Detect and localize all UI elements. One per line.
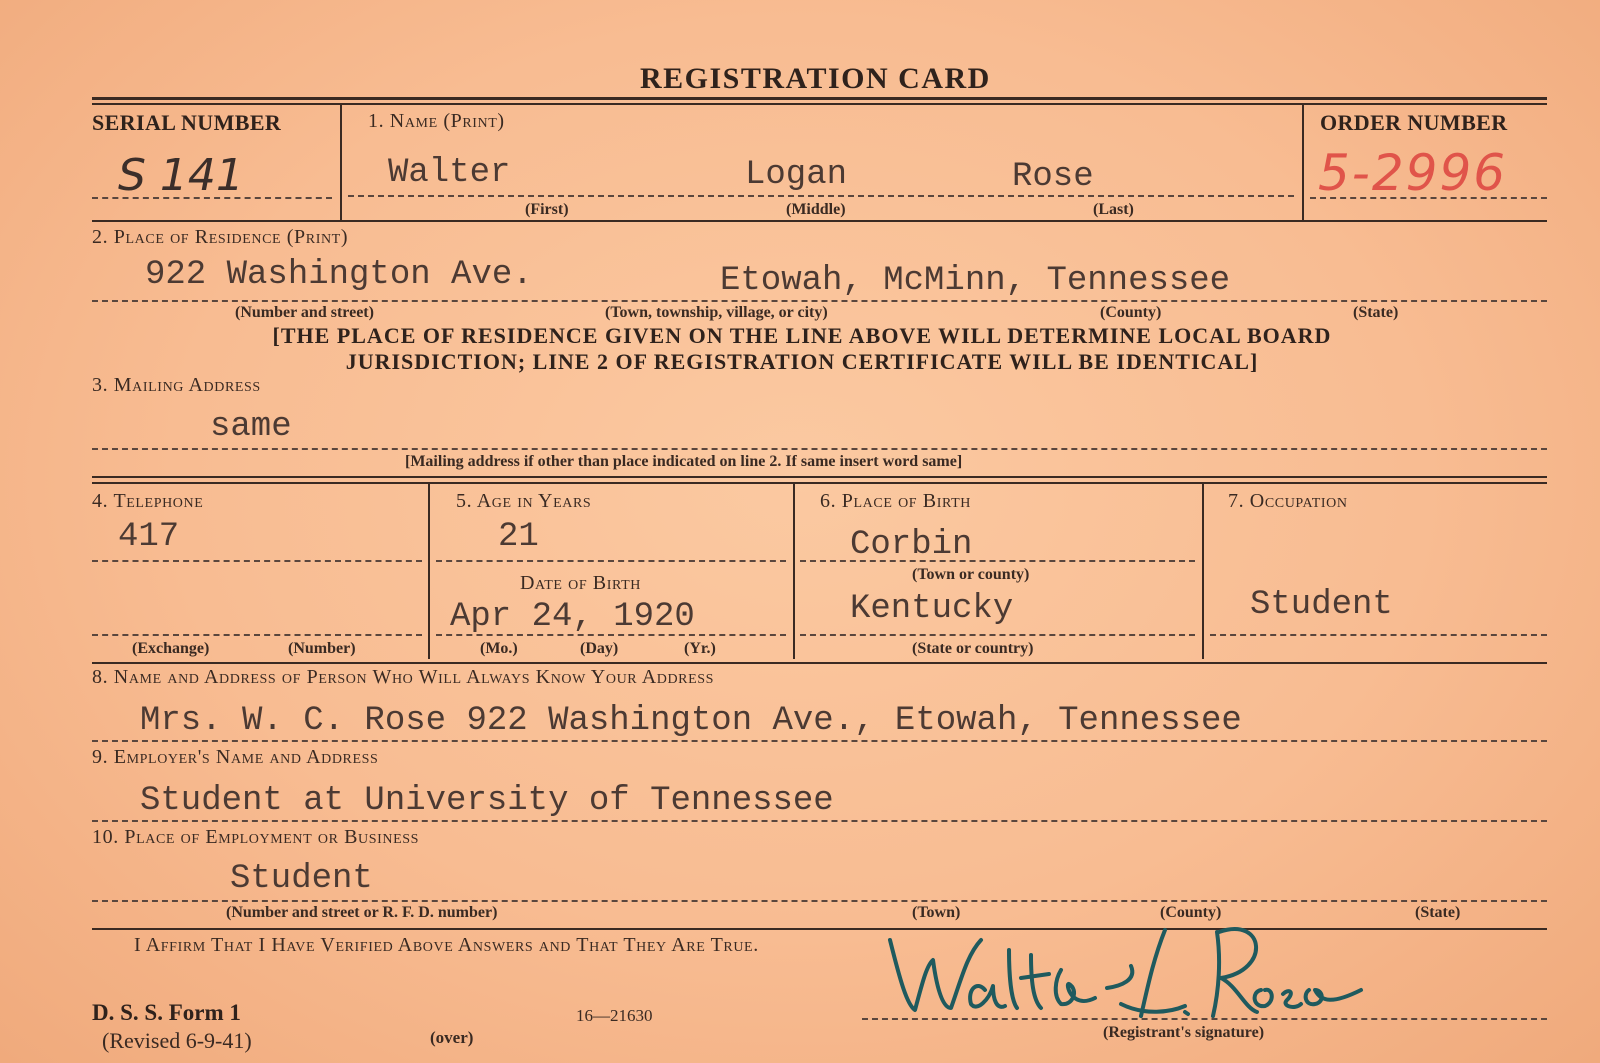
telephone-label: 4. Telephone: [92, 490, 204, 512]
mailing-note: [Mailing address if other than place indicated on line 2. If same insert word same]: [405, 453, 963, 470]
age-value: 21: [498, 518, 539, 556]
employer-line: [92, 820, 1547, 822]
last-sub: (Last): [1093, 201, 1134, 218]
employer-value: Student at University of Tennessee: [140, 782, 834, 820]
dob-label: Date of Birth: [520, 572, 641, 594]
order-number-label: ORDER NUMBER: [1320, 110, 1508, 135]
mailing-label: 3. Mailing Address: [92, 374, 261, 396]
top-rule: [92, 97, 1547, 100]
first-name-value: Walter: [388, 154, 511, 192]
residence-line: [92, 300, 1547, 302]
over-note: (over): [430, 1028, 474, 1047]
row-rule: [92, 662, 1547, 664]
age-line: [436, 560, 786, 562]
state-sub: (State or country): [912, 640, 1034, 657]
number-sub: (Number): [288, 640, 356, 657]
dob-value: Apr 24, 1920: [450, 598, 695, 636]
occupation-value: Student: [1250, 586, 1393, 624]
emp-sub-state: (State): [1415, 904, 1461, 921]
birth-state-line: [800, 634, 1195, 636]
emp-sub-street: (Number and street or R. F. D. number): [226, 904, 498, 921]
divider: [1202, 484, 1204, 659]
residence-label: 2. Place of Residence (Print): [92, 226, 349, 248]
telephone-value: 417: [118, 518, 180, 556]
divider: [793, 484, 795, 659]
signature-sub: (Registrant's signature): [1103, 1024, 1265, 1041]
residence-city-value: Etowah, McMinn, Tennessee: [720, 262, 1231, 300]
serial-number-value: S 141: [118, 150, 244, 201]
employment-place-label: 10. Place of Employment or Business: [92, 826, 420, 848]
telephone-line: [92, 560, 422, 562]
yr-sub: (Yr.): [684, 640, 716, 657]
middle-sub: (Middle): [786, 201, 846, 218]
employer-label: 9. Employer's Name and Address: [92, 746, 379, 768]
notice-line-1: [THE PLACE OF RESIDENCE GIVEN ON THE LINE ABOVE WILL DETERMINE LOCAL BOARD: [272, 323, 1332, 348]
row-rule: [92, 220, 1547, 222]
emp-sub-county: (County): [1160, 904, 1222, 921]
order-number-value: 5-2996: [1318, 144, 1508, 202]
serial-number-label: SERIAL NUMBER: [92, 110, 282, 135]
registrant-signature: [885, 920, 1365, 1030]
order-line: [1310, 197, 1547, 199]
mailing-line: [92, 448, 1547, 450]
birth-town-value: Corbin: [850, 526, 973, 564]
divider: [340, 105, 342, 220]
occupation-label: 7. Occupation: [1228, 490, 1348, 512]
residence-sub-county: (County): [1100, 304, 1162, 321]
birthplace-label: 6. Place of Birth: [820, 490, 971, 512]
top-rule-2: [92, 103, 1547, 105]
town-sub: (Town or county): [912, 566, 1030, 583]
double-rule: [92, 476, 1547, 478]
serial-line: [92, 197, 332, 199]
telephone-line-2: [92, 634, 422, 636]
emp-sub-town: (Town): [912, 904, 961, 921]
dob-line: [436, 634, 786, 636]
affirm-text: I Affirm That I Have Verified Above Answers and That They Are True.: [134, 934, 759, 956]
name-label: 1. Name (Print): [368, 110, 505, 132]
card-title: REGISTRATION CARD: [640, 62, 991, 95]
residence-sub-town: (Town, township, village, or city): [605, 304, 828, 321]
first-sub: (First): [525, 201, 569, 218]
employment-place-value: Student: [230, 860, 373, 898]
occupation-line: [1210, 634, 1547, 636]
contact-label: 8. Name and Address of Person Who Will Always Know Your Address: [92, 666, 715, 688]
residence-sub-state: (State): [1353, 304, 1399, 321]
residence-sub-street: (Number and street): [235, 304, 374, 321]
day-sub: (Day): [580, 640, 619, 657]
contact-line: [92, 740, 1547, 742]
age-label: 5. Age in Years: [456, 490, 592, 512]
birth-town-line: [800, 560, 1195, 562]
double-rule-2: [92, 482, 1547, 484]
residence-street-value: 922 Washington Ave.: [145, 256, 533, 294]
mailing-value: same: [210, 408, 292, 446]
revised-note: (Revised 6-9-41): [102, 1028, 252, 1053]
contact-value: Mrs. W. C. Rose 922 Washington Ave., Etowah, Tennessee: [140, 702, 1242, 740]
print-code: 16—21630: [576, 1006, 653, 1025]
birth-state-value: Kentucky: [850, 590, 1014, 628]
exchange-sub: (Exchange): [132, 640, 210, 657]
divider: [428, 484, 430, 659]
middle-name-value: Logan: [745, 156, 848, 194]
mo-sub: (Mo.): [480, 640, 518, 657]
divider: [1302, 105, 1304, 220]
name-line: [348, 195, 1294, 197]
notice-line-2: JURISDICTION; LINE 2 OF REGISTRATION CERTIFICATE WILL BE IDENTICAL]: [345, 349, 1259, 374]
employment-place-line: [92, 900, 1547, 902]
form-id: D. S. S. Form 1: [92, 1000, 241, 1025]
last-name-value: Rose: [1012, 158, 1094, 196]
